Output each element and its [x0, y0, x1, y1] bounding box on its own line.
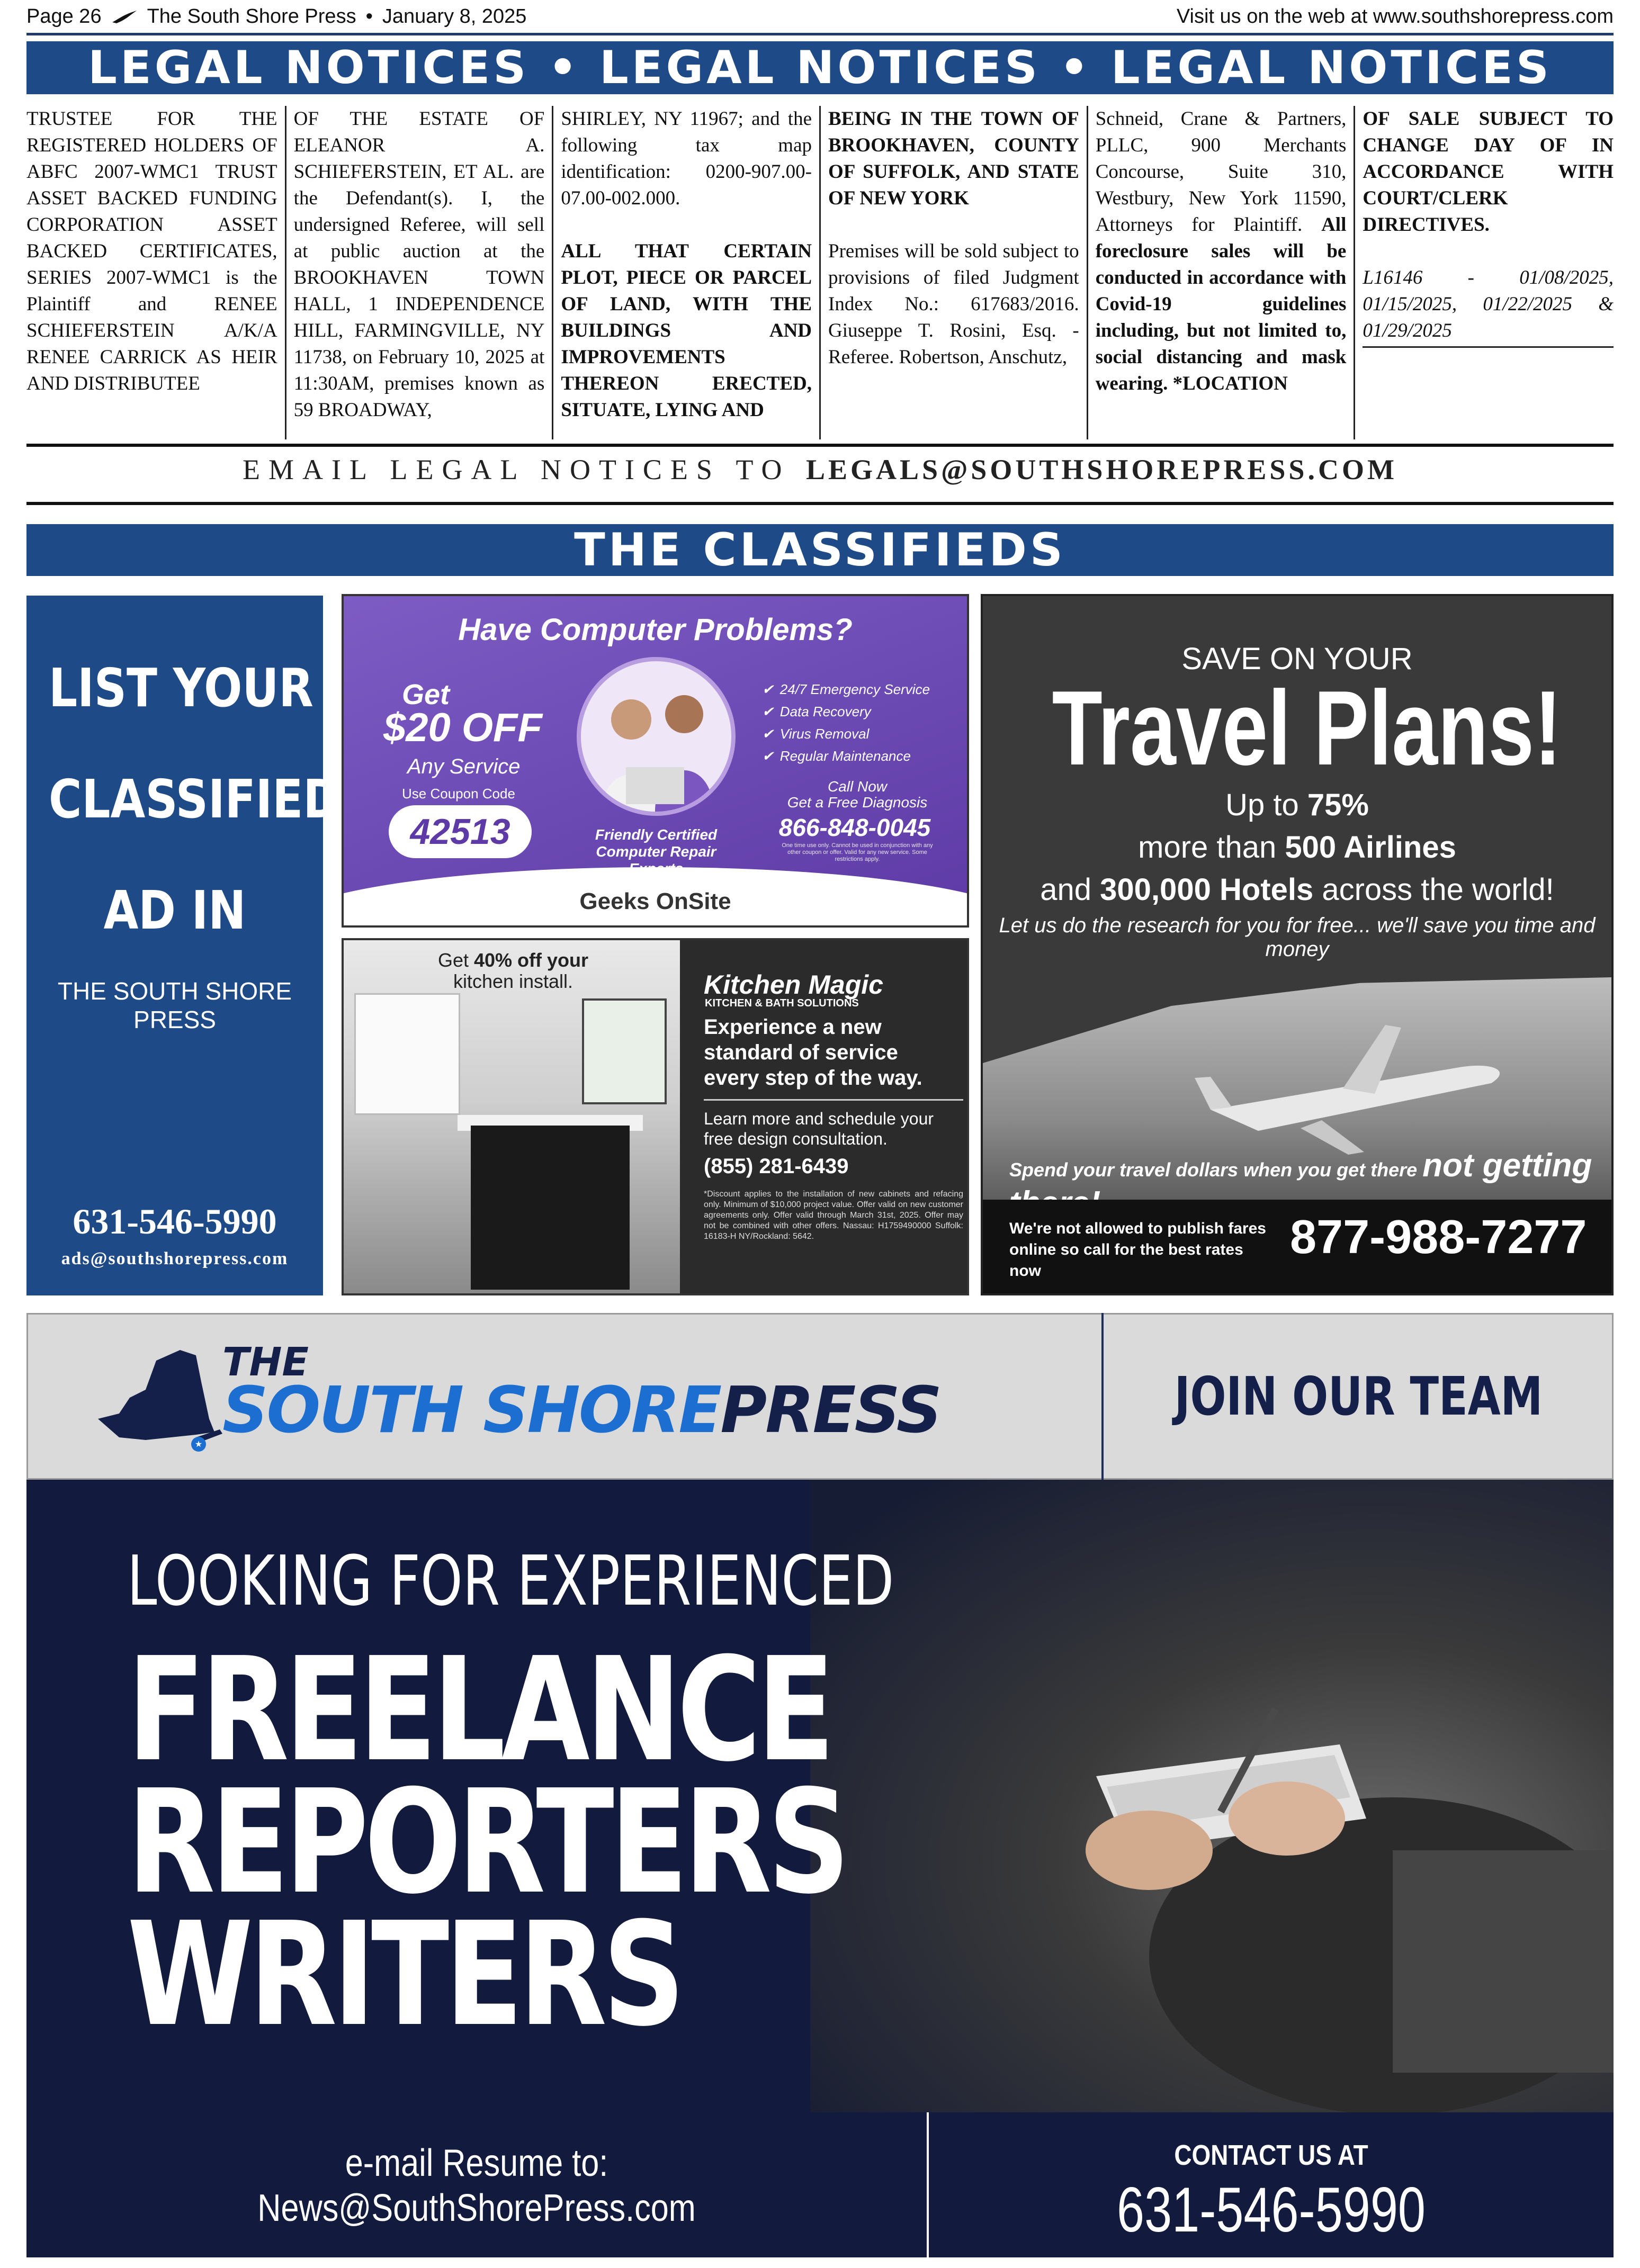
reporters-heading: REPORTERS [127, 1759, 846, 1925]
legal-text: Premises will be sold subject to provisions of filed Judgment Index No.: 617683/2016. Giuseppe T. Rosini, Esq. - Referee. Robertson, Anschutz, [828, 240, 1079, 368]
travel-title: Travel Plans! [1052, 669, 1562, 787]
legal-rule-bottom [26, 502, 1614, 505]
travel-save: SAVE ON YOUR [1181, 642, 1413, 676]
logo-press: PRESS [720, 1374, 941, 1447]
writers-heading: WRITERS [127, 1891, 681, 2058]
geeks-logo: Geeks OnSite [579, 888, 731, 914]
join-divider [1101, 1313, 1104, 1480]
email-label: EMAIL LEGAL NOTICES TO [243, 454, 791, 485]
travel-upto: Up to [1225, 788, 1307, 822]
contact-phone[interactable]: 631-546-5990 [1117, 2174, 1426, 2245]
legal-text: TRUSTEE FOR THE REGISTERED HOLDERS OF ABFC 2007-WMC1 TRUST ASSET BACKED FUNDING CORPORATION ASSET BACKED CERTIFICATES, SERIES 2007-WMC1 is the Plaintiff and RENEE SCHIEFERSTEIN A/K/A RENEE CARRICK AS HEIR AND DISTRIBUTEE [26, 108, 277, 394]
geeks-call [767, 779, 947, 811]
geeks-services-list [762, 678, 930, 767]
travel-upto-bold: 75% [1307, 788, 1369, 822]
south-shore-press-logo [222, 1374, 940, 1447]
legal-text-bold: All foreclosure sales will be conducted in accordance with Covid-19 guidelines including, but not limited to, social distancing and mask wearing. *LOCATION [1095, 214, 1347, 394]
kitchen-promo [391, 950, 635, 992]
legal-text-bold: BEING IN THE TOWN OF BROOKHAVEN, COUNTY OF SUFFOLK, AND STATE OF NEW YORK [828, 108, 1079, 209]
freelance-heading: FREELANCE [127, 1626, 831, 1793]
promo-post: kitchen install. [453, 970, 573, 992]
publication-name: The South Shore Press [147, 5, 356, 28]
resume-email-link[interactable]: News@SouthShorePress.com [257, 2187, 696, 2229]
legal-text: OF THE ESTATE OF ELEANOR A. SCHIEFERSTEIN, ET AL. are the Defendant(s). I, the undersigned Referee, will sell at public auction at the BROOKHAVEN TOWN HALL, 1 INDEPENDENCE HILL, FARMINGVILLE, NY 11738, on February 10, 2025 at 11:30AM, premises known as 59 BROADWAY, [293, 108, 545, 421]
logo-south-shore: SOUTH SHORE [222, 1374, 721, 1447]
geeks-onsite-ad[interactable] [342, 594, 969, 928]
list-ad-line: AD IN [103, 879, 246, 941]
issue-date: January 8, 2025 [382, 5, 527, 28]
travel-line3: and [1040, 872, 1100, 907]
kitchen-fine-print: *Discount applies to the installation of new cabinets and refacing only. Minimum of $10,000 project value. Offer valid on new customer agreements only. Offer valid through March 31st, 2025. Offer may not be combined with other offers. Nassau: H1759490000 Suffolk: 16183-H NY/Rockland: 5642. [704, 1190, 963, 1241]
promo-bold: 40% off your [473, 949, 589, 971]
geeks-offer: $20 OFF [383, 705, 542, 750]
geeks-fine-print: One time use only. Cannot be used in conjunction with any other coupon or offer. Valid for any new service. Some restrictions apply. [782, 842, 933, 862]
geeks-get: Get [402, 679, 450, 710]
legal-text-bold: OF SALE SUBJECT TO CHANGE DAY OF IN ACCORDANCE WITH COURT/CLERK DIRECTIVES. [1363, 108, 1614, 236]
resume-email-label: e-mail Resume to: [345, 2142, 608, 2184]
kitchen-cabinet [354, 993, 460, 1115]
geeks-diagnosis: Get a Free Diagnosis [787, 794, 928, 811]
list-ad-line: CLASSIFIED [49, 768, 340, 830]
travel-note: We're not allowed to publish fares online so call for the best rates now [1009, 1220, 1266, 1280]
legal-column-5 [1088, 106, 1356, 439]
technicians-photo [577, 657, 736, 816]
travel-spend-text: Spend your travel dollars when you get there [1009, 1159, 1423, 1181]
page-header-left [26, 5, 526, 28]
website-link[interactable]: Visit us on the web at www.southshorepress.com [1176, 5, 1614, 28]
promo-pre: Get [437, 949, 474, 971]
contact-block [929, 2112, 1614, 2257]
kitchen-window [582, 998, 667, 1104]
kitchen-magic-logo: Kitchen Magic [704, 970, 883, 1000]
travel-offers [983, 784, 1611, 911]
geeks-call-now: Call Now [827, 778, 888, 795]
geeks-coupon-code: 42513 [389, 805, 532, 858]
geeks-coupon-label: Use Coupon Code [402, 786, 515, 802]
service-item: ✔ 24/7 Emergency Service [762, 678, 930, 700]
travel-line2: more than [1138, 830, 1285, 865]
travel-spend-bold: not getting [1422, 1147, 1592, 1184]
kitchen-magic-tagline: KITCHEN & BATH SOLUTIONS [705, 997, 859, 1009]
legal-notices-columns [26, 106, 1614, 439]
legal-rule-top [26, 444, 1614, 447]
looking-for-experienced: LOOKING FOR EXPERIENCED [127, 1541, 894, 1621]
list-ad-phone[interactable]: 631-546-5990 [73, 1201, 277, 1241]
join-our-team: JOIN OUR TEAM [1174, 1365, 1543, 1427]
reporter-notebook-photo [810, 1480, 1614, 2112]
contact-label: CONTACT US AT [1174, 2139, 1368, 2171]
service-item: ✔ Regular Maintenance [762, 745, 930, 767]
travel-line3-bold: 300,000 Hotels [1100, 872, 1314, 907]
geeks-phone[interactable]: 866-848-0045 [778, 814, 931, 841]
travel-research: Let us do the research for you for free... we'll save you time and money [999, 914, 1596, 961]
kitchen-photo [344, 940, 680, 1293]
page-number: Page 26 [26, 5, 102, 28]
geeks-friendly: Friendly Certified Computer Repair [595, 826, 718, 860]
classifieds-banner: THE CLASSIFIEDS [26, 524, 1614, 576]
legal-column-6 [1355, 106, 1614, 439]
kitchen-phone[interactable]: (855) 281-6439 [704, 1155, 849, 1178]
list-ad-line: LIST YOUR [49, 657, 313, 719]
bird-icon [111, 10, 138, 24]
travel-line2-bold: 500 Airlines [1285, 830, 1456, 865]
legal-notice-id: L16146 - 01/08/2025, 01/15/2025, 01/22/2025 & 01/29/2025 [1363, 265, 1614, 348]
list-ad-email[interactable]: ads@southshorepress.com [61, 1249, 289, 1268]
legal-column-4 [821, 106, 1088, 439]
resume-email-block [26, 2112, 927, 2257]
svg-text:★: ★ [194, 1439, 203, 1449]
legal-text: SHIRLEY, NY 11967; and the following tax map identification: 0200-907.00-07.00-002.000. [561, 108, 812, 209]
list-ad-subtitle: THE SOUTH SHORE PRESS [57, 977, 292, 1033]
kitchen-learn-more: Learn more and schedule your free design consultation. [704, 1109, 934, 1148]
legal-email-link[interactable]: LEGALS@SOUTHSHOREPRESS.COM [805, 454, 1397, 485]
new-york-state-icon [87, 1339, 225, 1456]
header-rule [26, 33, 1614, 35]
logo-the: THE [222, 1339, 309, 1385]
legal-text: Schneid, Crane & Partners, PLLC, 900 Merchants Concourse, Suite 310, Westbury, New York 11590, Attorneys for Plaintiff. [1095, 108, 1347, 236]
freelance-recruit-ad [26, 1480, 1614, 2112]
kitchen-magic-ad[interactable] [342, 938, 969, 1295]
legal-column-2 [286, 106, 554, 439]
service-item: ✔ Virus Removal [762, 723, 930, 745]
travel-line3-post: across the world! [1313, 872, 1554, 907]
service-item: ✔ Data Recovery [762, 700, 930, 723]
email-legal-notices [26, 453, 1614, 486]
geeks-headline: Have Computer Problems? [458, 613, 853, 647]
kitchen-divider [704, 1099, 963, 1101]
legal-column-1 [26, 106, 286, 439]
bullet: • [365, 5, 373, 28]
legal-text-bold: ALL THAT CERTAIN PLOT, PIECE OR PARCEL OF LAND, WITH THE BUILDINGS AND IMPROVEMENTS THEREON ERECTED, SITUATE, LYING AND [561, 240, 812, 421]
travel-phone[interactable]: 877-988-7277 [1290, 1211, 1587, 1264]
travel-plans-ad[interactable] [981, 594, 1614, 1295]
legal-column-3 [553, 106, 821, 439]
geeks-any-service: Any Service [407, 755, 521, 778]
kitchen-island [471, 1126, 630, 1290]
legal-notices-banner: LEGAL NOTICES • LEGAL NOTICES • LEGAL NOTICES [26, 41, 1614, 94]
list-classified-ad[interactable] [26, 596, 340, 1295]
kitchen-headline: Experience a new standard of service every step of the way. [704, 1015, 922, 1090]
